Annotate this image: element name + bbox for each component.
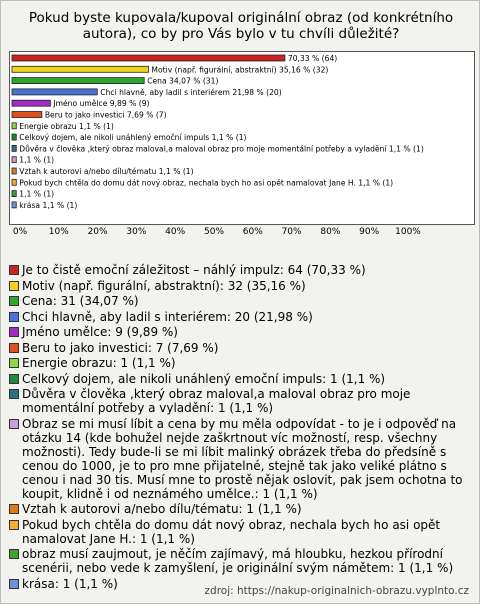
legend-swatch [9, 374, 19, 384]
legend-swatch [9, 281, 19, 291]
bar-label-8: Celkový dojem, ale nikoli unáhlený emoční impuls 1,1 % (1) [19, 133, 247, 143]
bar-6 [12, 112, 42, 118]
bar-chart-svg [10, 52, 474, 224]
legend-label: obraz musí zaujmout, je něčím zajímavý, má hloubku, hezkou přírodní scenérii, nebo vede k zamyšlení, je originální svým námětem: 1 (1,1 %) [22, 547, 454, 575]
bar-label-2: Motiv (např. figurální, abstraktní) 35,16 % (32) [151, 65, 329, 75]
bar-10 [12, 157, 16, 163]
x-tick-label: 20% [87, 227, 108, 237]
legend-swatch [9, 327, 19, 337]
legend-swatch [9, 504, 19, 514]
legend-swatch [9, 343, 19, 353]
x-tick-label: 90% [359, 227, 380, 237]
legend-swatch [9, 549, 19, 559]
plot-area [9, 51, 475, 225]
legend-label: Pokud bych chtěla do domu dát nový obraz, nechala bych ho asi opět namalovat Jane H.: 1 (1,1 %) [22, 517, 441, 546]
legend-label: Beru to jako investici: 7 (7,69 %) [22, 340, 219, 355]
bar-label-11: Vztah k autorovi a/nebo dílu/tématu 1,1 % (1) [19, 167, 194, 176]
legend-item [9, 294, 471, 308]
x-axis-ticks [1, 227, 480, 241]
legend-swatch [9, 265, 19, 275]
legend-swatch [9, 296, 19, 306]
legend-item [9, 356, 471, 370]
legend-label: Důvěra v člověka ,který obraz maloval,a maloval obraz pro moje momentální potřeby a vyladění: 1 (1,1 %) [22, 387, 411, 415]
legend-label: Cena: 31 (34,07 %) [22, 294, 139, 308]
bar-label-5: Jméno umělce 9,89 % (9) [53, 99, 150, 109]
legend-swatch [9, 579, 19, 589]
legend-label: Energie obrazu: 1 (1,1 %) [22, 356, 176, 370]
legend-swatch [9, 389, 19, 399]
legend-label: Vztah k autorovi a/nebo dílu/tématu: 1 (1,1 %) [22, 502, 302, 516]
bar-2 [12, 66, 148, 72]
bar-8 [12, 134, 16, 140]
legend-label: Chci hlavně, aby ladil s interiérem: 20 (21,98 %) [22, 309, 313, 324]
legend-item [9, 341, 471, 355]
legend-label: Jméno umělce: 9 (9,89 %) [22, 325, 178, 339]
legend-item [9, 417, 471, 501]
legend-swatch [9, 520, 19, 530]
x-tick-label: 40% [165, 227, 186, 237]
bar-label-4: Chci hlavně, aby ladil s interiérem 21,98 % (20) [100, 87, 282, 97]
bar-label-13: 1,1 % (1) [19, 189, 55, 199]
x-tick-label: 50% [203, 227, 225, 237]
x-tick-label: 0% [12, 227, 28, 237]
bar-4 [12, 89, 97, 95]
legend-item [9, 547, 471, 575]
x-tick-label: 70% [281, 227, 302, 237]
x-tick-label: 10% [48, 227, 69, 237]
legend-item [9, 325, 471, 339]
x-tick-label: 30% [126, 227, 147, 237]
x-tick-label: 100% [395, 227, 421, 237]
source-caption: zdroj: https://nakup-originalnich-obrazu.vyplnto.cz [204, 585, 469, 597]
bar-label-1: 70,33 % (64) [287, 54, 338, 63]
bar-label-12: Pokud bych chtěla do domu dát nový obraz, nechala bych ho asi opět namalovat Jane H. 1,1 % (1) [19, 178, 394, 188]
bar-5 [12, 100, 50, 106]
legend-label: Celkový dojem, ale nikoli unáhlený emoční impuls: 1 (1,1 %) [22, 371, 386, 386]
bar-13 [12, 191, 16, 197]
bar-3 [12, 78, 144, 84]
legend [9, 263, 471, 592]
legend-label: Obraz se mi musí líbit a cena by mu měla odpovídat - to je i odpověď na otázku 14 (kde bohužel nejde zaškrtnout víc možností, resp. všechny možnosti). Tedy bude-li se mi líbit malinký obrázek třeba do předsíně s cenou do 1000, je to pro mne přijatelné, stejně tak jako veliké plátno s cenou i nad 30 tis. Musí mne to prostě nějak oslovit, pak jsem ochotna to koupit, klidně i od neznámého umělce.: 1 (1,1 %) [22, 416, 463, 501]
legend-item [9, 372, 471, 386]
bar-11 [12, 168, 16, 174]
legend-label: krása: 1 (1,1 %) [22, 576, 118, 591]
chart-title: Pokud byste kupovala/kupoval originální obraz (od konkrétního autora), co by pro Vás bylo v tu chvíli důležité? [28, 10, 454, 42]
bar-label-7: Energie obrazu 1,1 % (1) [19, 121, 114, 131]
legend-item [9, 502, 471, 516]
bar-label-6: Beru to jako investici 7,69 % (7) [44, 110, 167, 120]
legend-item [9, 518, 471, 546]
bar-1 [12, 55, 285, 61]
legend-item [9, 263, 471, 277]
legend-label: Motiv (např. figurální, abstraktní): 32 (35,16 %) [22, 278, 306, 293]
x-tick-label: 80% [320, 227, 341, 237]
bar-9 [12, 145, 16, 151]
legend-label: Je to čistě emoční záležitost – náhlý impulz: 64 (70,33 %) [22, 263, 366, 277]
legend-item [9, 279, 471, 293]
bar-7 [12, 123, 16, 129]
bar-12 [12, 179, 16, 185]
bar-label-14: krása 1,1 % (1) [19, 200, 78, 210]
bar-label-9: Důvěra v člověka ,který obraz maloval,a maloval obraz pro moje momentální potřeby a vyladění 1,1 % (1) [19, 144, 424, 154]
legend-swatch [9, 358, 19, 368]
bar-label-3: Cena 34,07 % (31) [147, 76, 219, 86]
bar-label-10: 1,1 % (1) [19, 155, 55, 165]
legend-swatch [9, 419, 19, 429]
x-tick-label: 60% [242, 227, 263, 237]
legend-swatch [9, 312, 19, 322]
legend-item [9, 387, 471, 415]
legend-item [9, 310, 471, 324]
bar-14 [12, 202, 16, 208]
